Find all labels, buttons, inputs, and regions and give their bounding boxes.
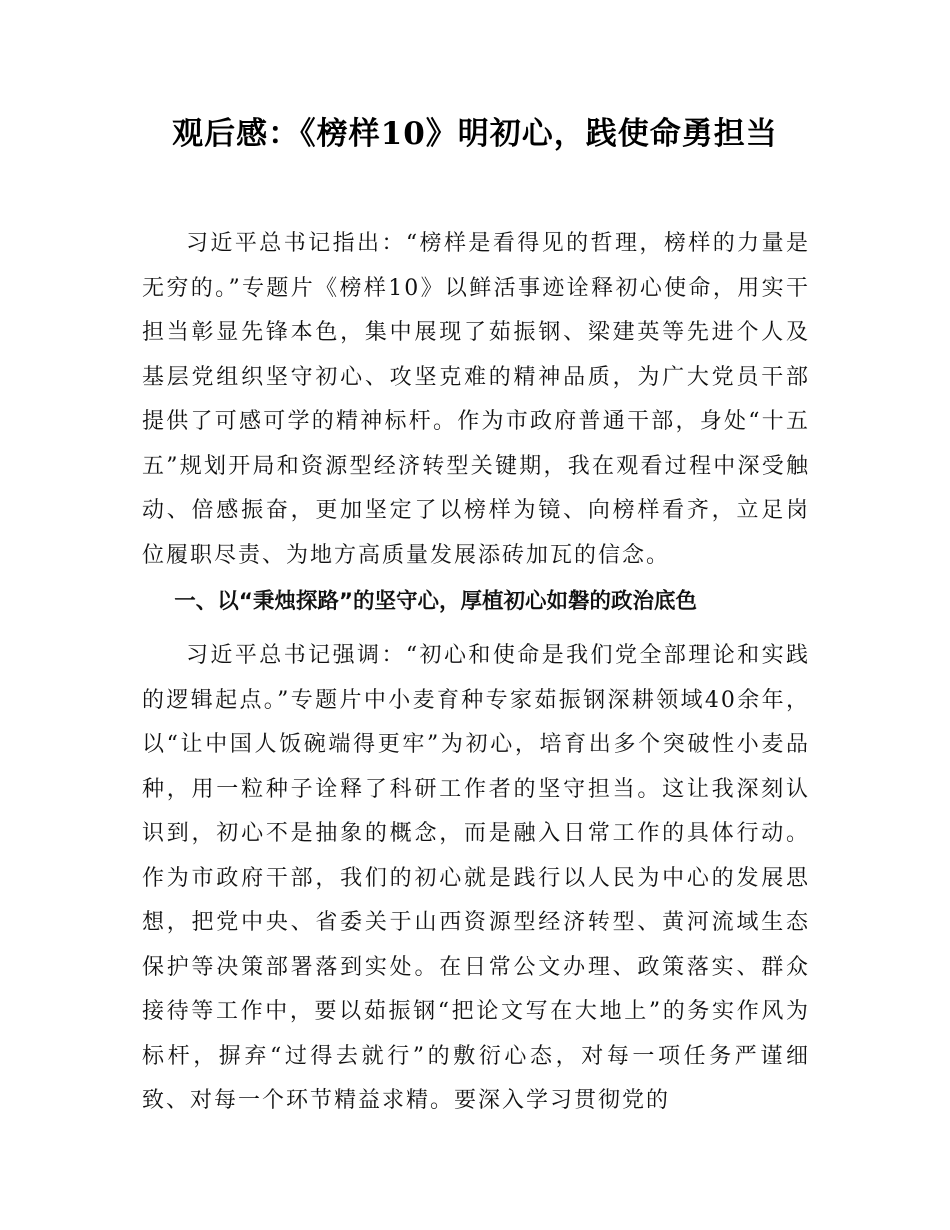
intro-paragraph: 习近平总书记指出：“榜样是看得见的哲理，榜样的力量是无穷的。”专题片《榜样10》以鲜活事迹诠释初心使命，用实干担当彰显先锋本色，集中展现了茹振钢、梁建英等先进个人及基层党组织坚守初心、攻坚克难的精神品质，为广大党员干部提供了可感可学的精神标杆。作为市政府普通干部，身处“十五五”规划开局和资源型经济转型关键期，我在观看过程中深受触动、倍感振奋，更加坚定了以榜样为镜、向榜样看齐，立足岗位履职尽责、为地方高质量发展添砖加瓦的信念。 bbox=[142, 231, 810, 568]
section-heading-1: 一、以“秉烛探路”的坚守心，厚植初心如磐的政治底色 bbox=[174, 589, 698, 614]
document-title: 观后感：《榜样10》明初心，践使命勇担当 bbox=[172, 116, 778, 152]
section-1-paragraph: 习近平总书记强调：“初心和使命是我们党全部理论和实践的逻辑起点。”专题片中小麦育种专家茹振钢深耕领域40余年，以“让中国人饭碗端得更牢”为初心，培育出多个突破性小麦品种，用一粒种子诠释了科研工作者的坚守担当。这让我深刻认识到，初心不是抽象的概念，而是融入日常工作的具体行动。作为市政府干部，我们的初心就是践行以人民为中心的发展思想，把党中央、省委关于山西资源型经济转型、黄河流域生态保护等决策部署落到实处。在日常公文办理、政策落实、群众接待等工作中，要以茹振钢“把论文写在大地上”的务实作风为标杆，摒弃“过得去就行”的敷衍心态，对每一项任务严谨细致、对每一个环节精益求精。要深入学习贯彻党的 bbox=[142, 643, 810, 1113]
